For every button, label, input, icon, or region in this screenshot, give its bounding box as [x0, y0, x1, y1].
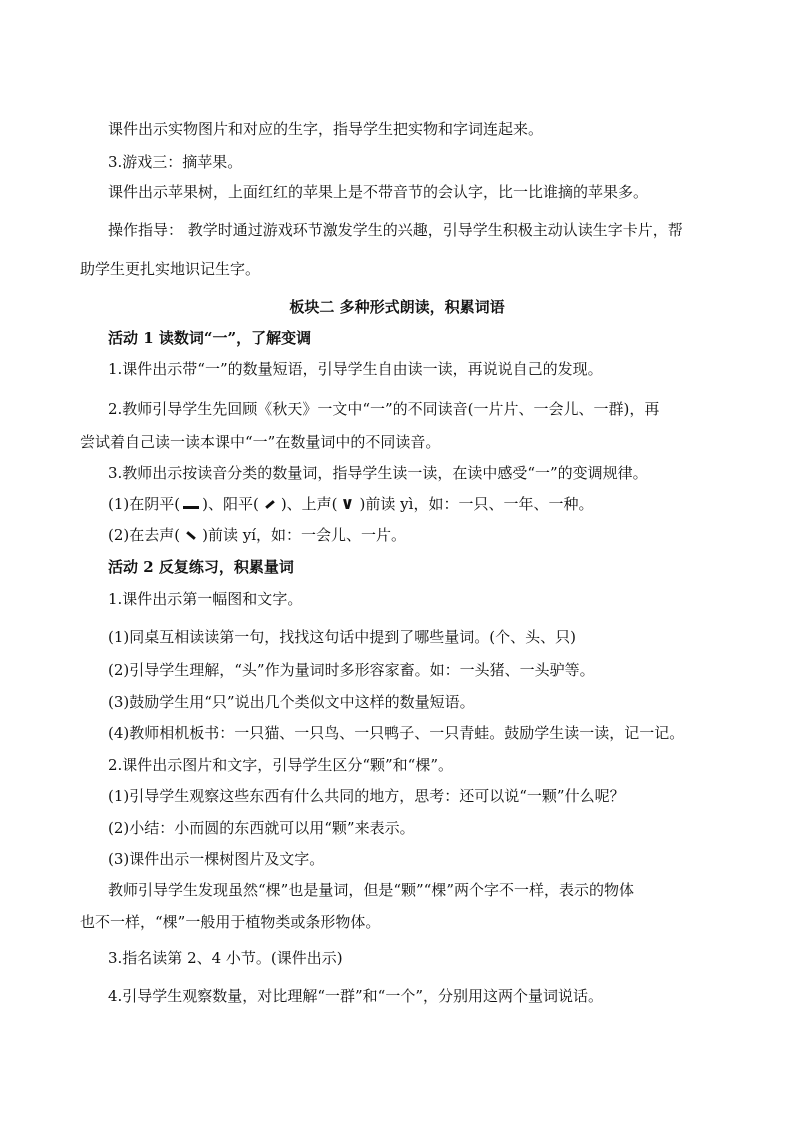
- text-line: (3)课件出示一棵树图片及文字。: [108, 850, 325, 868]
- tone-text: )、上声(: [280, 495, 338, 513]
- text-line: 尝试着自己读一读本课中“一”在数量词中的不同读音。: [80, 433, 441, 451]
- text-line: 课件出示实物图片和对应的生字，指导学生把实物和字词连起来。: [108, 120, 544, 138]
- tone-text: )前读 yì，如：一只、一年、一种。: [359, 495, 594, 513]
- falling-tone-mark-icon: [180, 528, 202, 542]
- text-line: 3.游戏三：摘苹果。: [108, 153, 243, 171]
- text-line: 1.课件出示第一幅图和文字。: [108, 590, 303, 608]
- tone-rule-line: [108, 525, 406, 545]
- text-line: 4.引导学生观察数量，对比理解“一群”和“一个”，分别用这两个量词说话。: [108, 987, 603, 1005]
- text-line: (2)小结：小而圆的东西就可以用“颗”来表示。: [108, 819, 415, 837]
- text-line: (2)引导学生理解，“头”作为量词时多形容家畜。如：一头猪、一头驴等。: [108, 661, 595, 679]
- text-line: 3.指名读第 2、4 小节。(课件出示): [108, 949, 343, 967]
- text-line: (1)引导学生观察这些东西有什么共同的地方，思考：还可以说“一颗”什么呢？: [108, 787, 625, 805]
- tone-text: )前读 yí，如：一会儿、一片。: [202, 526, 407, 544]
- text-line: 课件出示苹果树，上面红红的苹果上是不带音节的会认字，比一比谁摘的苹果多。: [108, 183, 649, 201]
- text-line: 2.教师引导学生先回顾《秋天》一文中“一”的不同读音(一片片、一会儿、一群)，再: [108, 400, 660, 418]
- text-line: 2.课件出示图片和文字，引导学生区分“颗”和“棵”。: [108, 756, 453, 774]
- tone-rule-line: [108, 494, 593, 514]
- text-line: (4)教师相机板书：一只猫、一只鸟、一只鸭子、一只青蛙。鼓励学生读一读，记一记。: [108, 724, 685, 742]
- instruction-line: 助学生更扎实地识记生字。: [80, 260, 261, 278]
- tone-text: )、阳平(: [202, 495, 259, 513]
- activity-heading: 活动 1 读数词“一”，了解变调: [108, 329, 312, 347]
- rising-tone-mark-icon: [259, 497, 281, 511]
- activity-heading: 活动 2 反复练习，积累量词: [108, 558, 294, 576]
- text-line: (1)同桌互相读读第一句，找找这句话中提到了哪些量词。(个、头、只): [108, 628, 576, 646]
- level-tone-mark-icon: [180, 497, 202, 511]
- instruction-line: 操作指导： 教学时通过游戏环节激发学生的兴趣，引导学生积极主动认读生字卡片，帮: [108, 221, 683, 239]
- text-line: (3)鼓励学生用“只”说出几个类似文中这样的数量短语。: [108, 693, 475, 711]
- tone-text: (2)在去声(: [108, 526, 181, 544]
- text-line: 1.课件出示带“一”的数量短语，引导学生自由读一读，再说说自己的发现。: [108, 360, 603, 378]
- text-line: 也不一样，“棵”一般用于植物类或条形物体。: [80, 913, 381, 931]
- tone-text: (1)在阴平(: [108, 495, 181, 513]
- section-heading: 板块二 多种形式朗读，积累词语: [289, 298, 505, 316]
- dipping-tone-mark-icon: [338, 497, 360, 511]
- text-line: 教师引导学生发现虽然“棵”也是量词，但是“颗”“棵”两个字不一样，表示的物体: [108, 881, 635, 899]
- text-line: 3.教师出示按读音分类的数量词，指导学生读一读，在读中感受“一”的变调规律。: [108, 464, 648, 482]
